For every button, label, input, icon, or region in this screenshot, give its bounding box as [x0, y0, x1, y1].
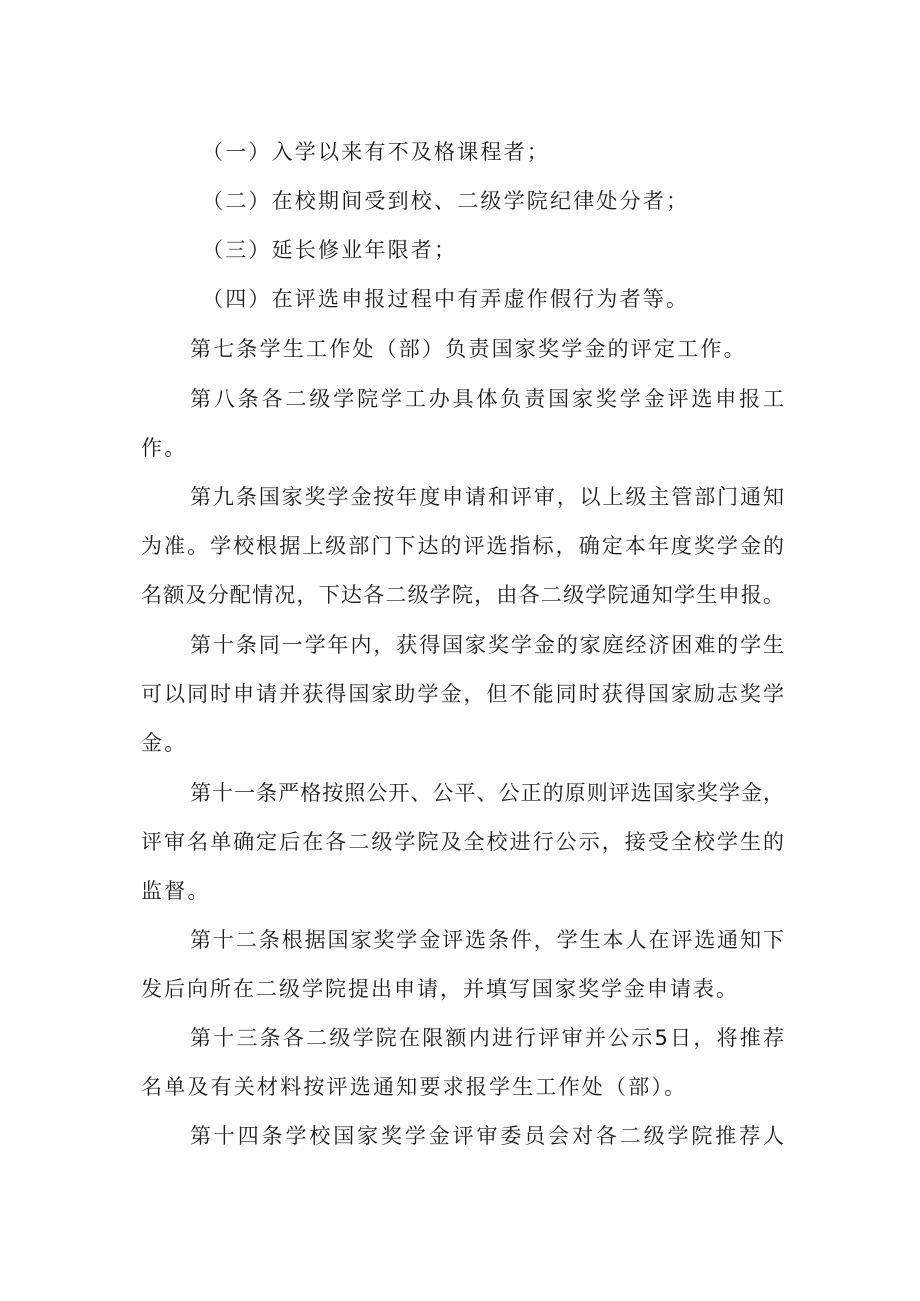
text-line: 第七条学生工作处（部）负责国家奖学金的评定工作。 [190, 337, 747, 361]
text-line: 第十条同一学年内，获得国家奖学金的家庭经济困难的学生 [190, 633, 784, 657]
text-line: 发后向所在二级学院提出申请，并填写国家奖学金申请表。 [141, 977, 737, 1001]
text-line: （四）在评选申报过程中有弄虚作假行为者等。 [202, 287, 690, 311]
text-line: （一）入学以来有不及格课程者； [202, 140, 550, 164]
text-line: 监督。 [141, 879, 211, 903]
text-line: 第十三条各二级学院在限额内进行评审并公示5日，将推荐 [190, 1026, 784, 1050]
text-line: 名单及有关材料按评选通知要求报学生工作处（部）。 [141, 1075, 688, 1099]
text-line: 可以同时申请并获得国家助学金，但不能同时获得国家励志奖学 [141, 682, 784, 706]
text-line: 为准。学校根据上级部门下达的评选指标，确定本年度奖学金的 [141, 534, 784, 558]
text-line: 第九条国家奖学金按年度申请和评审，以上级主管部门通知 [190, 485, 784, 509]
text-line: 评审名单确定后在各二级学院及全校进行公示，接受全校学生的 [141, 830, 784, 854]
text-line: 金。 [141, 731, 188, 755]
text-line: （三）延长修业年限者； [202, 238, 458, 262]
text-line: 第八条各二级学院学工办具体负责国家奖学金评选申报工 [190, 387, 784, 411]
text-line: 第十二条根据国家奖学金评选条件，学生本人在评选通知下 [190, 928, 784, 952]
text-line: 作。 [141, 436, 188, 460]
text-line: 名额及分配情况，下达各二级学院，由各二级学院通知学生申报。 [141, 583, 784, 607]
text-line: 第十一条严格按照公开、公平、公正的原则评选国家奖学金， [190, 781, 784, 805]
text-line: 第十四条学校国家奖学金评审委员会对各二级学院推荐人 [190, 1124, 784, 1148]
text-line: （二）在校期间受到校、二级学院纪律处分者； [202, 189, 690, 213]
